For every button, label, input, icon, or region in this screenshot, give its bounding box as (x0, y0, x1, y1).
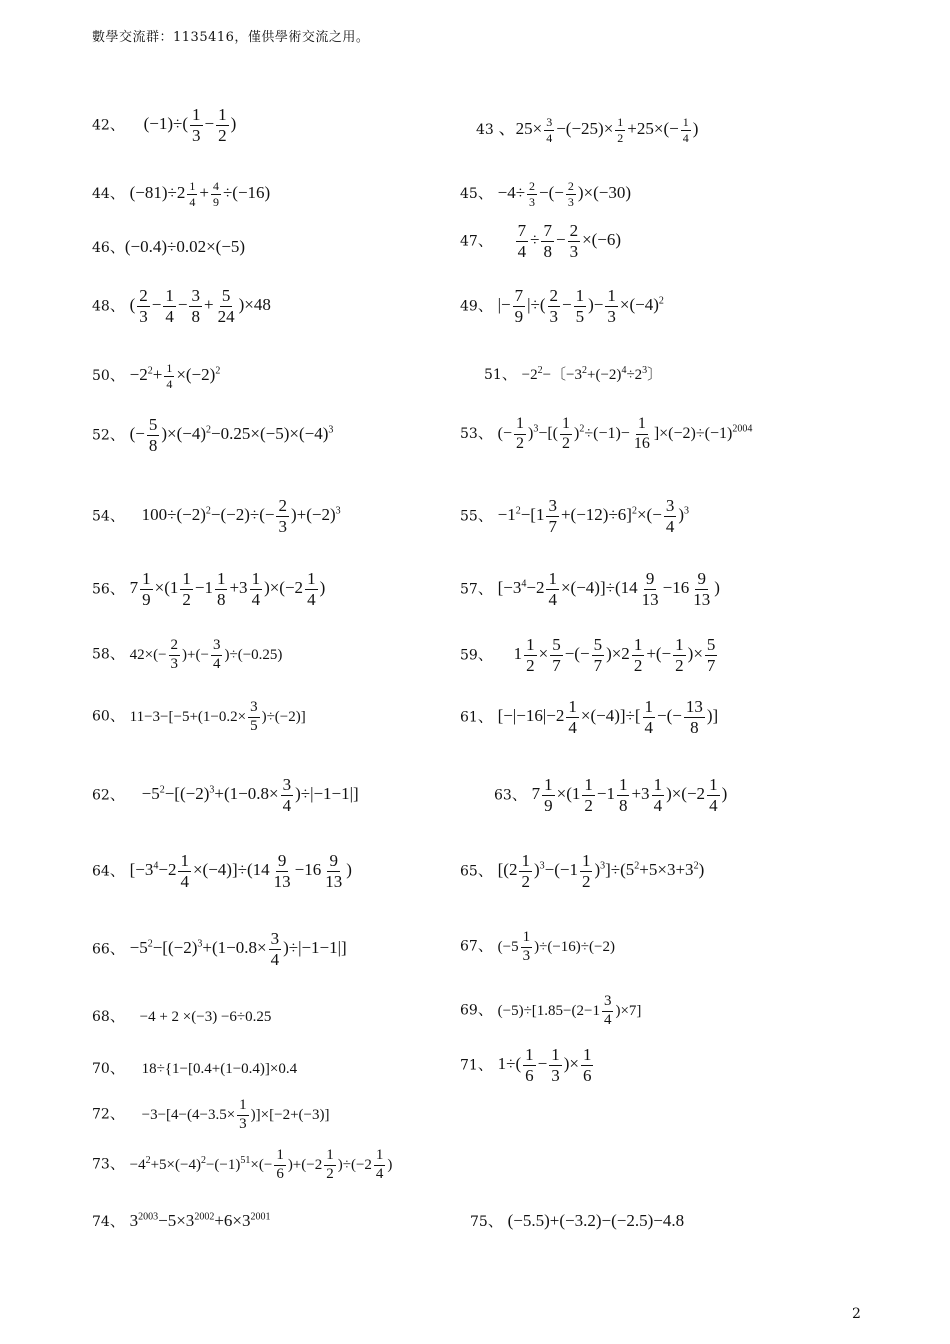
problem-51: 51、 $-2^2-$〔$-3^2+(-2)^4\div 2^3$〕 (484, 365, 663, 383)
problem-72: 72、 −3−[4−(4−3.5× $\frac{1}{3}$ )]×[−2+(−3)] (92, 1097, 330, 1132)
problem-68: 68、 −4 + 2 ×(−3) −6÷0.25 (92, 1007, 272, 1025)
problem-42: 42、 (−1)÷( $\frac{1}{3}$ − $\frac{1}{2}$ ) (92, 105, 237, 145)
page-number: 2 (852, 1306, 861, 1322)
problem-66: 66、 $-5^2-[(-2)^3+(1-0.8\times$ $\frac{3}{4}$ )÷|−1−1|] (92, 929, 347, 969)
problem-56: 56、 7 $\frac{1}{9}$ ×(1 $\frac{1}{2}$ −1 $\frac{1}{8}$ +3 $\frac{1}{4}$ )×(−2 $\frac{1}{4}$ ) (92, 569, 326, 609)
problem-65: 65、 [(2 $\frac{1}{2}$ )$^3$−(−1 $\frac{1}{2}$ )$^3]\div(5^2+5\times 3+3^2)$ (460, 851, 705, 891)
problem-64: 64、 [$-3^4-2$ $\frac{1}{4}$ ×(−4)]÷(14 $\frac{9}{13}$ −16 $\frac{9}{13}$ ) (92, 851, 352, 891)
problem-50: 50、 $-2^2+$ $\frac{1}{4}$ $\times(-2)^2$ (92, 361, 221, 391)
problem-52: 52、 (− $\frac{5}{8}$ )$\times(-4)^2-0.25\times(-5)\times(-4)^3$ (92, 415, 334, 455)
problem-46: 46、(−0.4)÷0.02×(−5) (92, 237, 246, 256)
problem-62: 62、 $-5^2-[(-2)^3+(1-0.8\times$ $\frac{3}{4}$ )÷|−1−1|] (92, 775, 359, 815)
problem-73: 73、 $-4^2+5\times(-4)^2-(-1)^{51}\times(-$ $\frac{1}{6}$ )+(−2 $\frac{1}{2}$ )÷(−2 $\frac{1}{4}$ ) (92, 1147, 393, 1182)
problem-53: 53、 (− $\frac{1}{2}$ )$^3$−[( $\frac{1}{2}$ )$^2$÷(−1)− $\frac{1}{16}$ ]$\times(-2)\div(-1)^{2004}$ (460, 415, 753, 452)
problem-75: 75、 (−5.5)+(−3.2)−(−2.5)−4.8 (470, 1211, 685, 1230)
problem-54: 54、 $100\div(-2)^2-(-2)\div(-$ $\frac{2}{3}$ )$+(-2)^3$ (92, 496, 341, 536)
problem-47: 47、 $\frac{7}{4}$ ÷ $\frac{7}{8}$ − $\frac{2}{3}$ ×(−6) (460, 221, 622, 261)
problem-71: 71、 1÷( $\frac{1}{6}$ − $\frac{1}{3}$ )× $\frac{1}{6}$ (460, 1045, 592, 1085)
problem-61: 61、 [−|−16|−2 $\frac{1}{4}$ ×(−4)]÷[ $\frac{1}{4}$ −(− $\frac{13}{8}$ )] (460, 697, 719, 737)
problem-58: 58、 42×(− $\frac{2}{3}$ )+(− $\frac{3}{4}$ )÷(−0.25) (92, 637, 283, 672)
problem-69: 69、 (−5)÷[1.85−(2−1 $\frac{3}{4}$ )×7] (460, 993, 642, 1028)
problem-67: 67、 (−5 $\frac{1}{3}$ )÷(−16)÷(−2) (460, 929, 615, 964)
problem-49: 49、 |− $\frac{7}{9}$ |÷( $\frac{2}{3}$ − $\frac{1}{5}$ )− $\frac{1}{3}$ $\times(-4)^2$ (460, 286, 664, 326)
problem-70: 70、 18÷{1−[0.4+(1−0.4)]×0.4 (92, 1059, 298, 1077)
problem-63: 63、 7 $\frac{1}{9}$ ×(1 $\frac{1}{2}$ −1 $\frac{1}{8}$ +3 $\frac{1}{4}$ )×(−2 $\frac{1}{4}$ ) (494, 775, 728, 815)
problem-59: 59、 1 $\frac{1}{2}$ × $\frac{5}{7}$ −(− $\frac{5}{7}$ )×2 $\frac{1}{2}$ +(− $\frac{1}{2}$ )× $\frac{5}{7}$ (460, 635, 716, 675)
problem-74: 74、 $3^{2003}-5\times 3^{2002}+6\times 3^{2001}$ (92, 1211, 271, 1230)
problem-44: 44、 (−81)÷2 $\frac{1}{4}$ + $\frac{4}{9}$ ÷(−16) (92, 179, 271, 209)
page-header: 數學交流群：1135416，僅供學術交流之用。 (92, 30, 370, 45)
problem-55: 55、 $-1^2-[1$ $\frac{3}{7}$ +(−12)÷6]$^2$×(− $\frac{3}{4}$ )$^3$ (460, 496, 689, 536)
problem-45: 45、 −4÷ $\frac{2}{3}$ −(− $\frac{2}{3}$ )×(−30) (460, 179, 632, 209)
problem-number: 42 (92, 117, 110, 134)
problem-43: 43 、25× $\frac{3}{4}$ −(−25)× $\frac{1}{2}$ +25×(− $\frac{1}{4}$ ) (476, 115, 699, 145)
problem-48: 48、 ( $\frac{2}{3}$ − $\frac{1}{4}$ − $\frac{3}{8}$ + $\frac{5}{24}$ )×48 (92, 286, 271, 326)
problem-57: 57、 [$-3^4-2$ $\frac{1}{4}$ ×(−4)]÷(14 $\frac{9}{13}$ −16 $\frac{9}{13}$ ) (460, 569, 720, 609)
problem-60: 60、 11−3−[−5+(1−0.2× $\frac{3}{5}$ )÷(−2)] (92, 699, 306, 734)
